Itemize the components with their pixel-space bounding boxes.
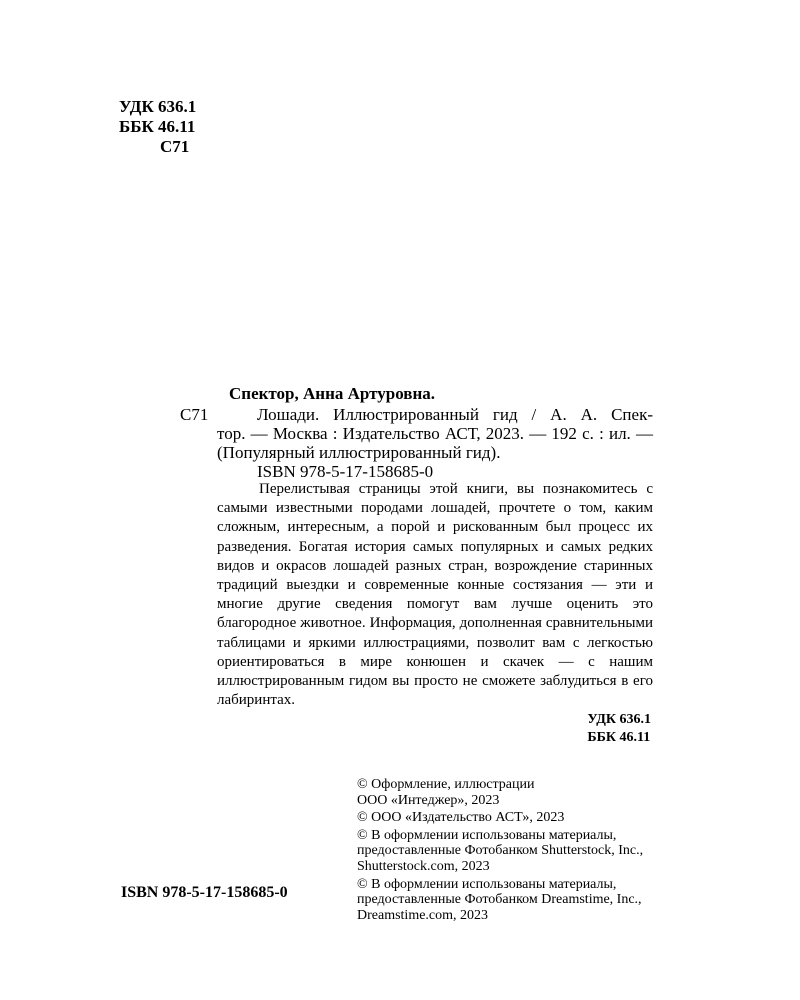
record-isbn: ISBN 978-5-17-158685-0 <box>257 462 434 481</box>
copyright-line: предоставленные Фотобанком Dreamstime, Inc., <box>357 892 642 908</box>
author-mark: С71 <box>160 137 190 156</box>
classification-right <box>587 711 651 747</box>
copyright-line: © В оформлении использованы материалы, <box>357 876 617 892</box>
bbk-code: ББК 46.11 <box>119 117 196 136</box>
author-heading: Спектор, Анна Артуровна. <box>229 384 436 403</box>
copyright-line: © В оформлении использованы материалы, <box>357 827 617 843</box>
copyright-dreamstime <box>357 877 643 924</box>
copyright-line: предоставленные Фотобанком Shutterstock, Inc., <box>357 843 644 859</box>
annotation <box>217 480 653 710</box>
copyright-line: ООО «Интеджер», 2023 <box>357 792 500 808</box>
copyright-design <box>357 777 643 808</box>
bibliographic-record <box>217 405 653 481</box>
udk-code: УДК 636.1 <box>119 97 197 116</box>
record-author-mark: С71 <box>180 405 209 424</box>
annotation-text: Перелистывая страницы этой книги, вы познакомитесь с самыми известными породами лошадей, прочтете о том, каким сложным, интересным, а порой и рискованным был процесс их разведения. Богатая история самых популярных и самых редких видов и окрасов лошадей разных стран, возрождение старинных традиций выездки и современные конные состязания — эти и многие другие сведения помогут вам лучше оценить это благородное животное. Информация, дополненная сравнительными таблицами и яркими иллюстрациями, позволит вам с легкостью ориентироваться в мире конюшен и скачек — с нашим иллюстрированным гидом вы просто не сможете заблудиться в его лабиринтах. <box>217 481 653 709</box>
isbn-bottom: ISBN 978-5-17-158685-0 <box>121 884 288 901</box>
copyright-line: Shutterstock.com, 2023 <box>357 858 490 874</box>
record-title-continuation: тор. — Москва : Издательство АСТ, 2023. — 192 с. : ил. — (Популярный иллюстрированный гид). <box>217 424 653 462</box>
bbk-code-right: ББК 46.11 <box>587 730 651 745</box>
copyright-line: Dreamstime.com, 2023 <box>357 907 489 923</box>
copyright-publisher <box>357 810 643 826</box>
copyright-line: © ООО «Издательство АСТ», 2023 <box>357 810 565 826</box>
udk-code-right: УДК 636.1 <box>587 712 651 727</box>
copyright-block <box>357 777 643 925</box>
classification-block <box>119 97 196 157</box>
copyright-shutterstock <box>357 828 643 875</box>
record-title-line: Лошади. Иллюстрированный гид / А. А. Спек- <box>257 405 653 424</box>
copyright-line: © Оформление, иллюстрации <box>357 777 535 792</box>
